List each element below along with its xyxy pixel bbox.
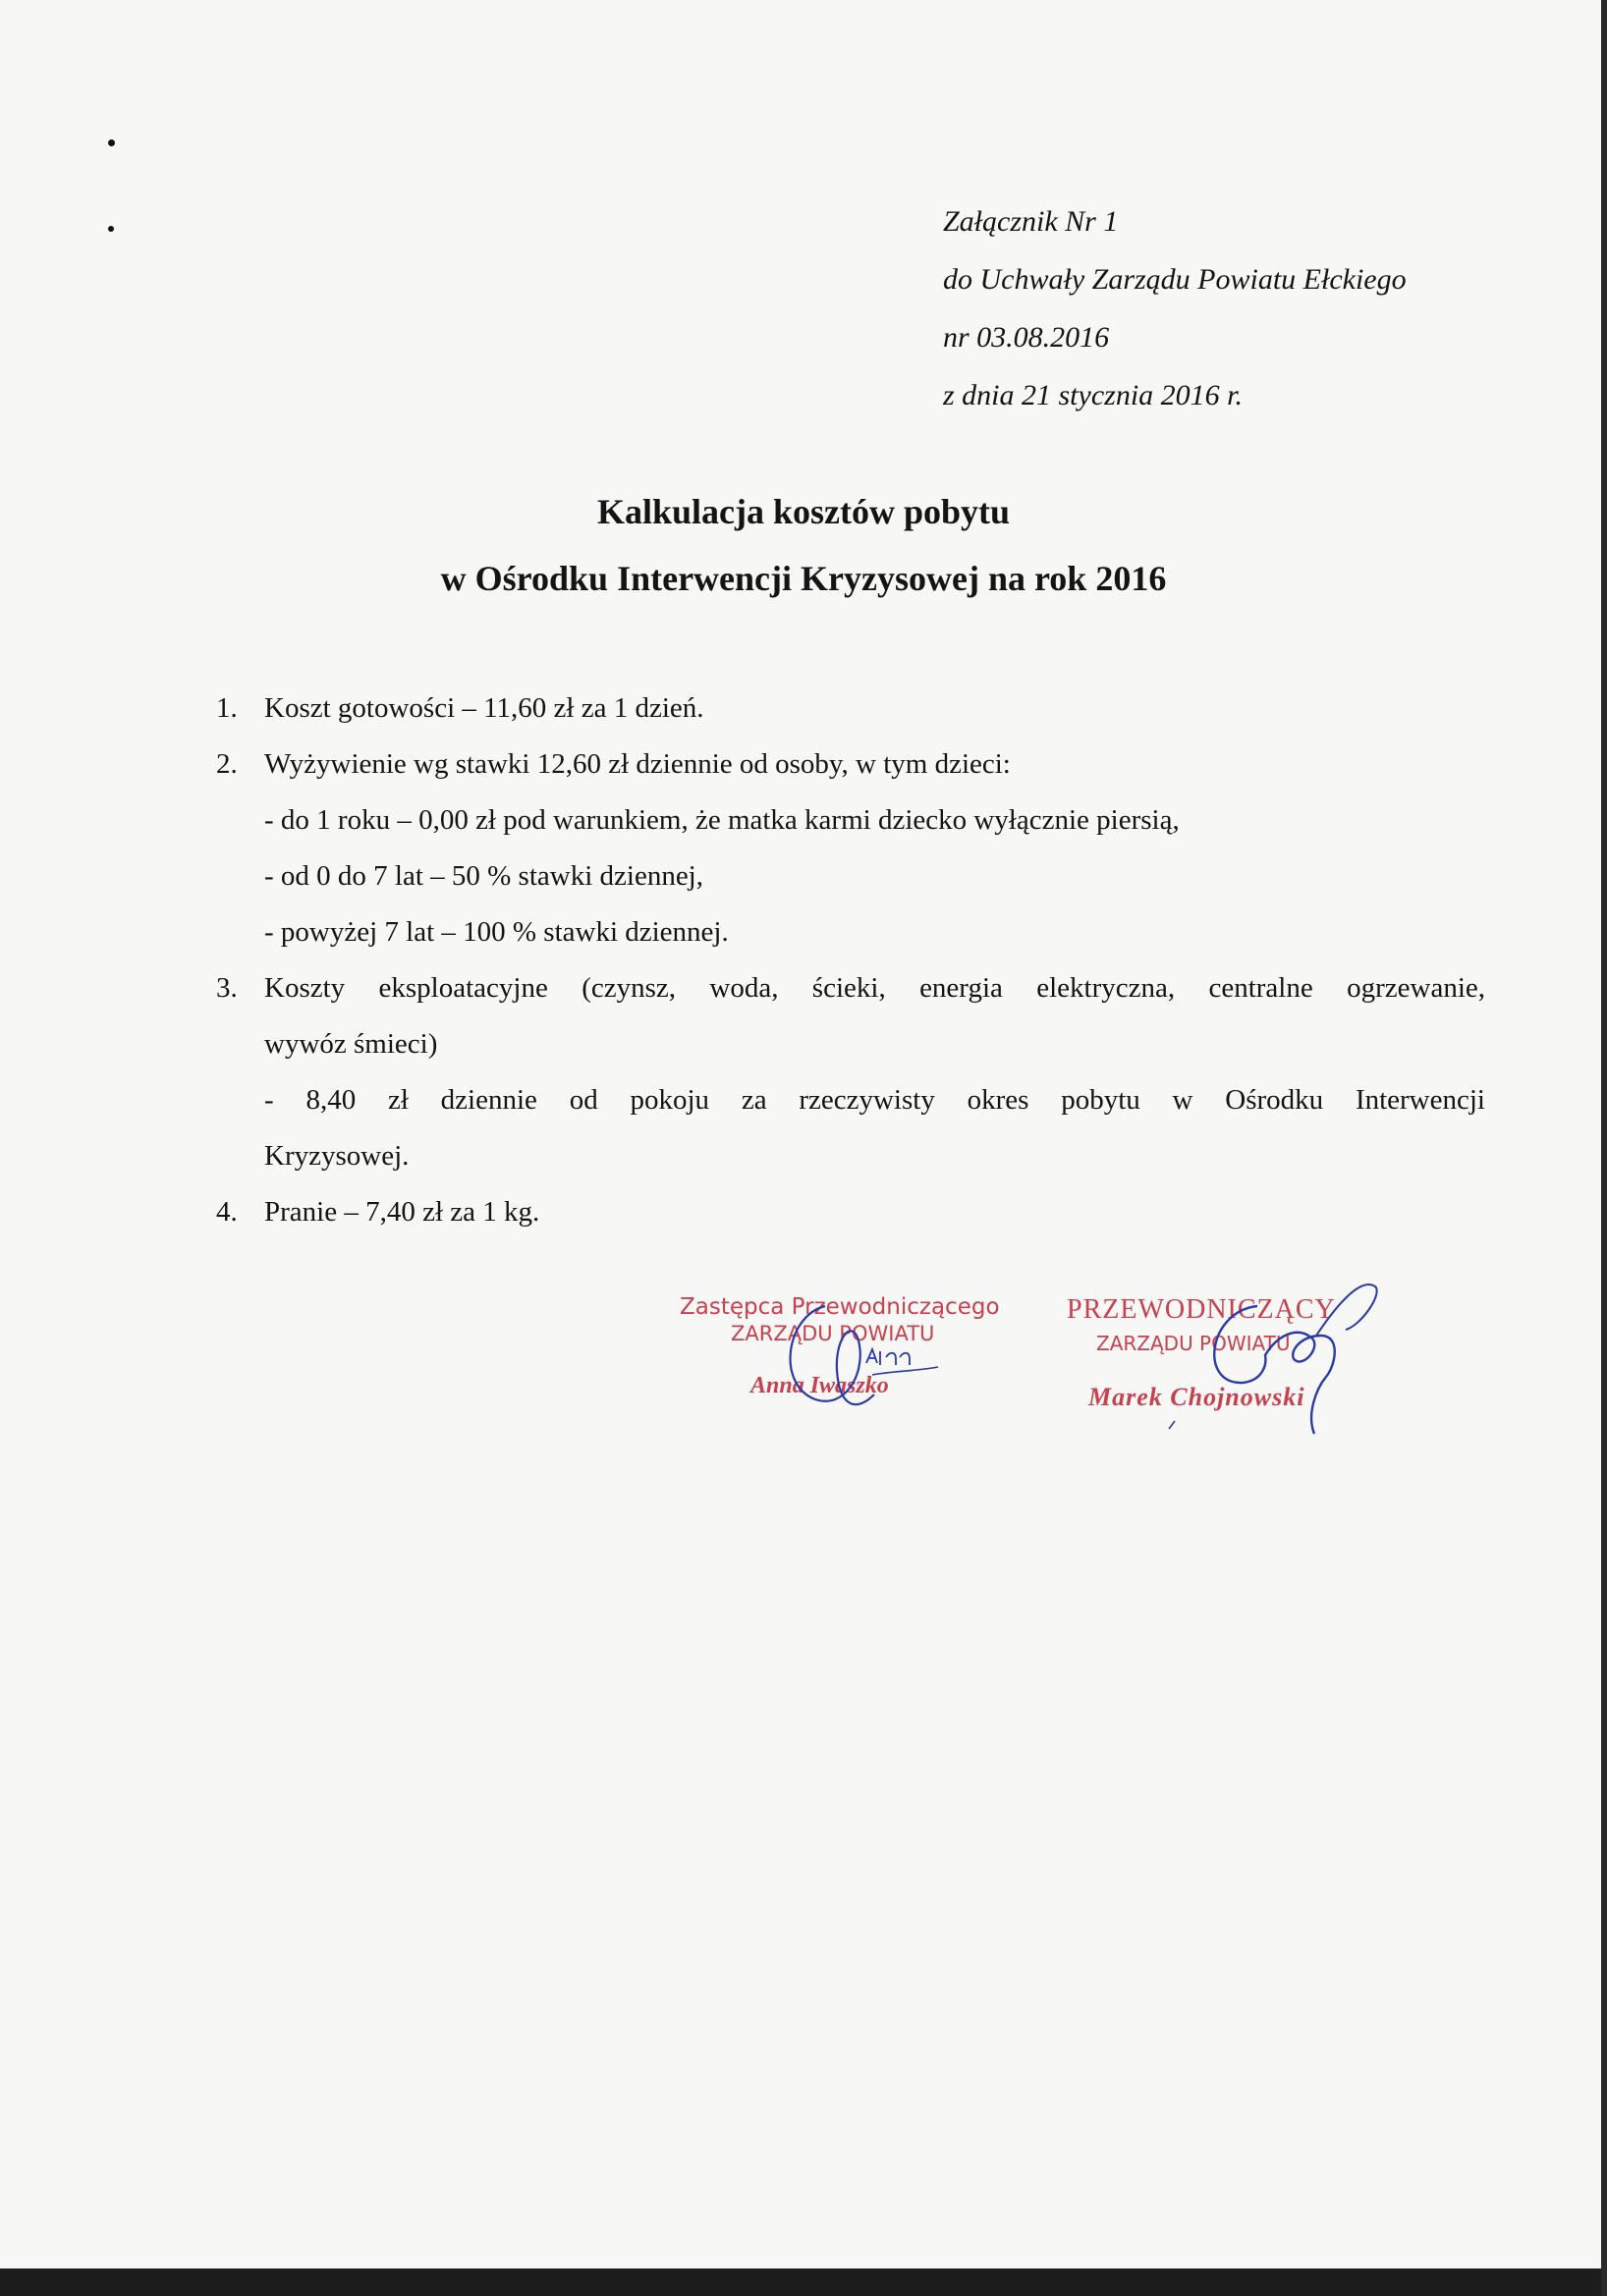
stamp-left-office: ZARZĄDU POWIATU (731, 1322, 935, 1345)
stamp-left-title: Zastępca Przewodniczącego (680, 1294, 1000, 1320)
item-number: 2. (216, 748, 238, 780)
item-number: 4. (216, 1196, 238, 1228)
scan-speck (108, 139, 115, 146)
list-item (216, 681, 1485, 737)
item-subline: - do 1 roku – 0,00 zł pod warunkiem, że matka karmi dziecko wyłącznie piersią, (264, 804, 1180, 836)
scan-border-right (1601, 0, 1607, 2296)
item-number: 3. (216, 972, 238, 1004)
item-subline: - od 0 do 7 lat – 50 % stawki dziennej, (264, 860, 703, 892)
item-number: 1. (216, 692, 238, 724)
stamp-left-name: Anna Iwaszko (750, 1373, 889, 1398)
annex-number: Załącznik Nr 1 (943, 205, 1119, 238)
annex-date: z dnia 21 stycznia 2016 r. (943, 379, 1244, 411)
list-item (216, 960, 1485, 1184)
signature-right (1149, 1267, 1405, 1453)
annex-resolution: do Uchwały Zarządu Powiatu Ełckiego (943, 263, 1407, 296)
item-subline: - 8,40 zł dziennie od pokoju za rzeczywisty okres pobytu w Ośrodku Interwencji (264, 1084, 1485, 1116)
item-text: Pranie – 7,40 zł za 1 kg. (264, 1196, 540, 1228)
stamp-right-title: PRZEWODNICZĄCY (1067, 1294, 1336, 1325)
item-subline: - powyżej 7 lat – 100 % stawki dziennej. (264, 916, 729, 948)
scan-border-bottom (0, 2269, 1607, 2296)
stamp-right-name: Marek Chojnowski (1088, 1383, 1305, 1411)
document-subtitle: w Ośrodku Interwencji Kryzysowej na rok 2016 (440, 559, 1167, 598)
item-text: Wyżywienie wg stawki 12,60 zł dziennie od osoby, w tym dzieci: (264, 748, 1011, 780)
cost-list (216, 681, 1485, 1240)
annex-header (943, 192, 1407, 424)
item-subline: Kryzysowej. (264, 1140, 410, 1172)
list-item (216, 1184, 1485, 1240)
item-text: Koszty eksploatacyjne (czynsz, woda, ścieki, energia elektryczna, centralne ogrzewanie, (264, 972, 1485, 1004)
document-title: Kalkulacja kosztów pobytu (596, 492, 1011, 531)
list-item (216, 737, 1485, 960)
annex-resolution-number: nr 03.08.2016 (943, 321, 1110, 354)
stamp-right-office: ZARZĄDU POWIATU (1096, 1332, 1291, 1355)
signature-left (756, 1277, 992, 1434)
item-text: wywóz śmieci) (264, 1028, 438, 1060)
scan-speck (108, 226, 114, 232)
item-text: Koszt gotowości – 11,60 zł za 1 dzień. (264, 692, 704, 724)
